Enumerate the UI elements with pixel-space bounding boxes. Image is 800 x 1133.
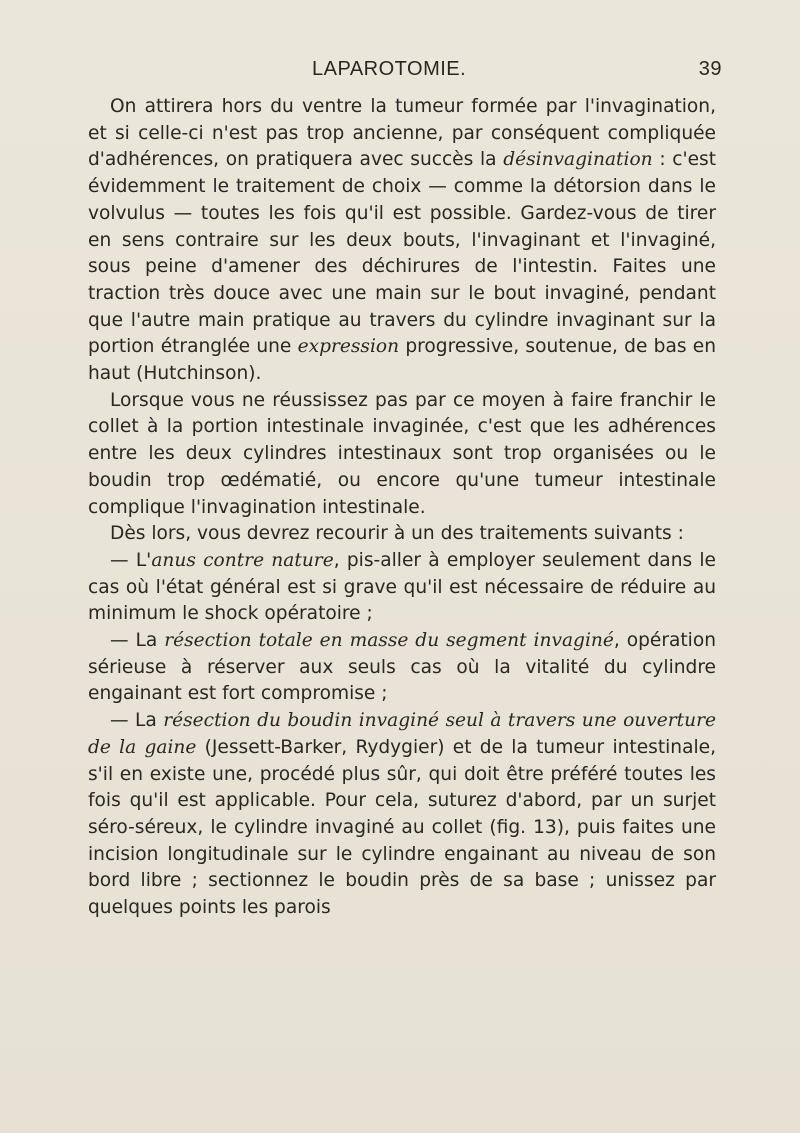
text-run: progressive, soutenue, de bas en haut (Hutchinson).	[88, 336, 716, 385]
italic-term-anus-contre-nature: anus contre nature	[151, 549, 334, 571]
paragraph-treatments-intro: Dès lors, vous devrez recourir à un des traitements suivants :	[110, 523, 684, 545]
text-run: , opération sérieuse à réserver aux seuls cas où la vitalité du cylindre engainant est fort compromise ;	[88, 630, 716, 705]
treatment-item-resection-totale	[88, 628, 716, 708]
italic-term-resection-boudin: résection du boudin invaginé seul à travers une ouverture de la gaine	[88, 710, 717, 758]
page-header	[0, 58, 800, 88]
paragraph-detorsion	[88, 94, 716, 388]
treatment-item-anus	[88, 548, 716, 628]
text-run: : c'est évidemment le traitement de choix — comme la détorsion dans le volvulus — toutes les fois qu'il est possible. Gardez-vous de tirer en sens contraire sur les deux bouts, l'invaginant et l'invaginé, sous peine d'amener des déchirures de l'intestin. Faites une traction très douce avec une main sur le bout invaginé, pendant que l'autre main pratique au travers du cylindre invaginant sur la portion étranglée une	[88, 149, 716, 358]
page-number: 39	[698, 58, 722, 80]
text-run: , pis-aller à employer seulement dans le cas où l'état général est si grave qu'il est nécessaire de réduire au minimum le shock opératoire ;	[88, 549, 717, 625]
running-title: LAPAROTOMIE.	[312, 58, 467, 80]
text-run: — La	[110, 710, 164, 732]
text-run: (Jessett-Barker, Rydygier) et de la tumeur intestinale, s'il en existe une, procédé plus sûr, qui doit être préféré toutes les fois qu'il est applicable. Pour cela, suturez d'abord, par un surjet séro-séreux, le cylindre invaginé au collet (fig. 13), puis faites une incision longitudinale sur le cylindre engainant au niveau de son bord libre ; sectionnez le boudin près de sa base ; unissez par quelques points les parois	[88, 736, 716, 919]
italic-term-resection-totale: résection totale en masse du segment invaginé	[164, 630, 614, 652]
text-run: — La	[110, 630, 165, 652]
treatment-item-resection-boudin	[88, 708, 716, 922]
text-run: — L'	[110, 549, 152, 571]
body-text	[88, 94, 716, 922]
italic-term-expression: expression	[297, 336, 400, 358]
text-run: On attirera hors du ventre la tumeur formée par l'invagination, et si celle-ci n'est pas trop ancienne, par conséquent compliquée d'adhérences, on pratiquera avec succès la	[88, 96, 716, 171]
italic-term-desinvagination: désinvagination	[503, 149, 653, 171]
paragraph-failure: Lorsque vous ne réussissez pas par ce moyen à faire franchir le collet à la portion intestinale invaginée, c'est que les adhérences entre les deux cylindres intestinaux sont trop organisées ou le boudin trop œdématié, ou encore qu'une tumeur intestinale complique l'invagination intestinale.	[88, 389, 716, 518]
